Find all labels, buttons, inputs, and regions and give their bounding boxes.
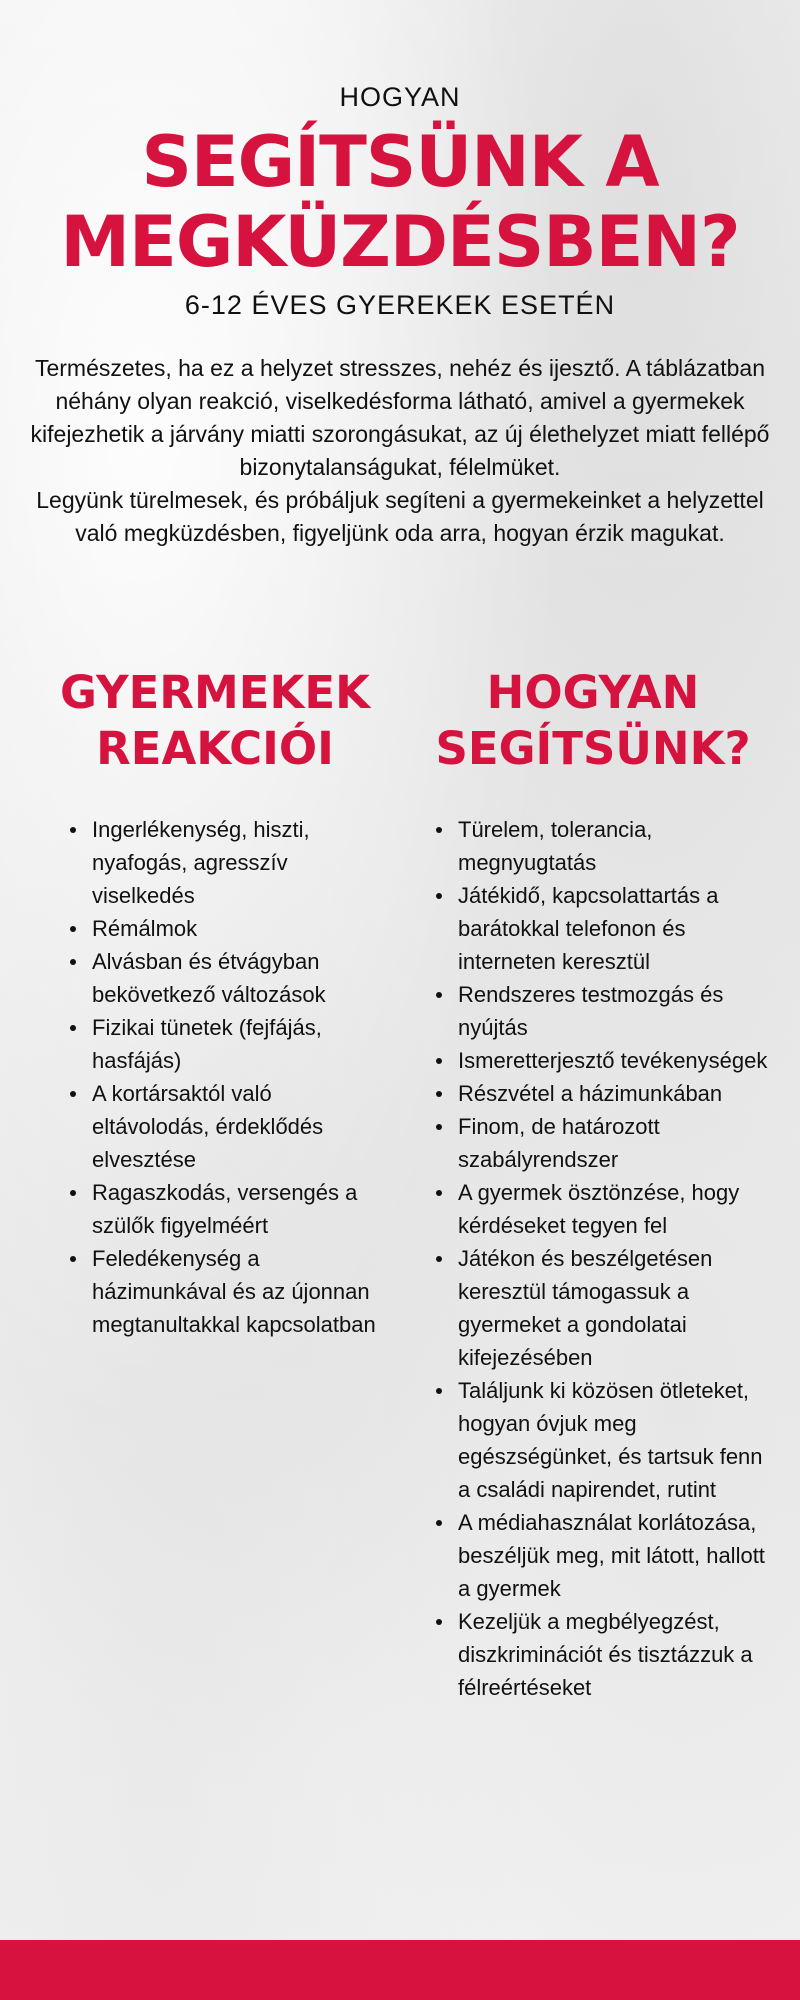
list-item: Finom, de határozott szabályrendszer xyxy=(458,1110,768,1176)
help-heading-line-1: HOGYAN xyxy=(486,666,700,719)
list-item: Ismeretterjesztő tevékenységek xyxy=(458,1044,768,1077)
intro-text xyxy=(30,352,770,550)
help-list xyxy=(418,813,768,1704)
list-item: Kezeljük a megbélyegzést, diszkriminációt és tisztázzuk a félreértéseket xyxy=(458,1605,768,1704)
intro-paragraph-2: Legyünk türelmesek, és próbáljuk segíteni a gyermekeinket a helyzettel való megküzdésben, figyeljünk oda arra, hogyan érzik magukat. xyxy=(36,487,764,546)
header-kicker: HOGYAN xyxy=(339,82,461,112)
list-item: Fizikai tünetek (fejfájás, hasfájás) xyxy=(92,1011,380,1077)
intro-paragraph-1: Természetes, ha ez a helyzet stresszes, nehéz és ijesztő. A táblázatban néhány olyan reakció, viselkedésforma látható, amivel a gyermekek kifejezhetik a járvány miatti szorongásukat, az új élethelyzet miatt fellépő bizonytalanságukat, félelmüket. xyxy=(30,355,770,480)
footer-bar xyxy=(0,1940,800,2000)
list-item: A gyermek ösztönzése, hogy kérdéseket tegyen fel xyxy=(458,1176,768,1242)
help-heading xyxy=(418,665,768,777)
list-item: Játékon és beszélgetésen keresztül támogassuk a gyermeket a gondolatai kifejezésében xyxy=(458,1242,768,1374)
list-item: Türelem, tolerancia, megnyugtatás xyxy=(458,813,768,879)
list-item: Ingerlékenység, hiszti, nyafogás, agresszív viselkedés xyxy=(92,813,380,912)
page-title xyxy=(0,122,800,282)
list-item: A médiahasználat korlátozása, beszéljük meg, mit látott, hallott a gyermek xyxy=(458,1506,768,1605)
reactions-list xyxy=(50,813,380,1341)
reactions-heading-line-2: REAKCIÓI xyxy=(96,722,334,775)
reactions-heading xyxy=(50,665,380,777)
list-item: Találjunk ki közösen ötleteket, hogyan óvjuk meg egészségünket, és tartsuk fenn a családi napirendet, rutint xyxy=(458,1374,768,1506)
list-item: Feledékenység a házimunkával és az újonnan megtanultakkal kapcsolatban xyxy=(92,1242,380,1341)
help-heading-line-2: SEGÍTSÜNK? xyxy=(435,722,751,775)
help-column xyxy=(418,665,768,1704)
reactions-heading-line-1: GYERMEKEK xyxy=(60,666,370,719)
list-item: Rendszeres testmozgás és nyújtás xyxy=(458,978,768,1044)
page-title-line-2: MEGKÜZDÉSBEN? xyxy=(60,201,740,283)
page-subtitle: 6-12 ÉVES GYEREKEK ESETÉN xyxy=(184,290,616,320)
list-item: A kortársaktól való eltávolodás, érdeklődés elvesztése xyxy=(92,1077,380,1176)
list-item: Alvásban és étvágyban bekövetkező változások xyxy=(92,945,380,1011)
list-item: Ragaszkodás, versengés a szülők figyelméért xyxy=(92,1176,380,1242)
page-title-line-1: SEGÍTSÜNK A xyxy=(141,121,659,203)
list-item: Rémálmok xyxy=(92,912,380,945)
list-item: Játékidő, kapcsolattartás a barátokkal telefonon és interneten keresztül xyxy=(458,879,768,978)
reactions-column xyxy=(50,665,380,1341)
list-item: Részvétel a házimunkában xyxy=(458,1077,768,1110)
